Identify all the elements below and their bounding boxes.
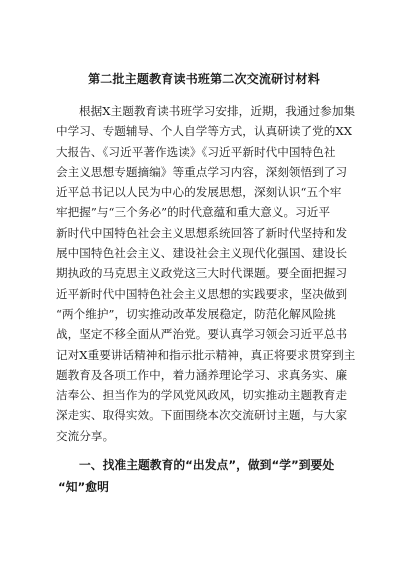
section-heading [56, 454, 352, 498]
paragraph-line: 牢把握”与“三个务必”的时代意蕴和重大意义。习近平 [56, 205, 331, 220]
paragraph-line: 洁奉公、担当作为的学风党风政风，切实推动主题教育走 [56, 388, 348, 403]
paragraph-line: 新时代中国特色社会主义思想系统回答了新时代坚持和发 [56, 225, 348, 240]
paragraph-line: 题教育及各项工作中，着力涵养理论学习、求真务实、廉 [56, 367, 348, 382]
paragraph-line: 记对X重要讲话精神和指示批示精神，真正将要求贯穿到主 [56, 347, 356, 362]
paragraph-line: 期执政的马克思主义政党这三大时代课题。要全面把握习 [56, 266, 348, 281]
paragraph-line: “两个维护”，切实推动改革发展稳定，防范化解风险挑 [56, 306, 336, 321]
paragraph-line: 展中国特色社会主义、建设社会主义现代化强国、建设长 [56, 246, 348, 261]
document-title: 第二批主题教育读书班第二次交流研讨材料 [88, 72, 320, 86]
paragraph-line: 会主义思想专题摘编》等重点学习内容，深刻领悟到了习 [56, 164, 348, 179]
paragraph-line: 深走实、取得实效。下面围绕本次交流研讨主题，与大家 [56, 408, 348, 423]
intro-paragraph [56, 101, 356, 446]
heading-line: “知”愈明 [58, 480, 109, 495]
paragraph-line: 近平总书记以人民为中心的发展思想，深刻认识“五个牢 [56, 185, 342, 200]
paragraph-line: 战，坚定不移全面从严治党。要认真学习领会习近平总书 [56, 327, 348, 342]
paragraph-line: 近平新时代中国特色社会主义思想的实践要求，坚决做到 [56, 286, 348, 301]
paragraph-line: 大报告、《习近平著作选读》《习近平新时代中国特色社 [56, 144, 336, 159]
heading-line: 一、找准主题教育的“出发点”，做到“学”到要处 [79, 458, 335, 473]
paragraph-line: 交流分享。 [56, 428, 115, 443]
paragraph-line: 中学习、专题辅导、个人自学等方式，认真研读了党的XX [56, 124, 353, 139]
paragraph-line: 根据X主题教育读书班学习安排，近期，我通过参加集 [79, 104, 356, 118]
